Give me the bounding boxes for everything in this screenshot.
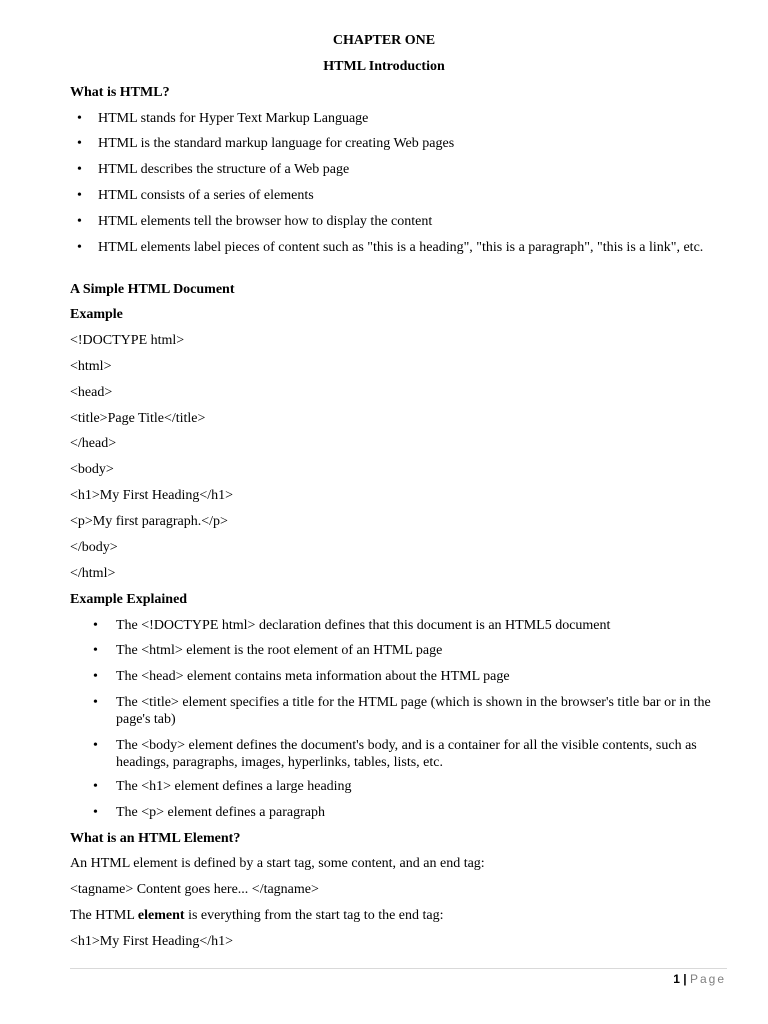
- bullet-icon: •: [77, 111, 82, 126]
- code-line: <p>My first paragraph.</p>: [70, 514, 228, 529]
- code-line: <h1>My First Heading</h1>: [70, 488, 234, 503]
- bullet-icon: •: [77, 214, 82, 229]
- page-footer: [673, 971, 726, 987]
- code-line: <head>: [70, 385, 113, 400]
- bullet-icon: •: [93, 643, 98, 658]
- list-item-text: HTML elements label pieces of content such as "this is a heading", "this is a paragraph", "this is a link", etc.: [98, 240, 704, 255]
- bullet-icon: •: [93, 669, 98, 684]
- section-heading-what-is-html: What is HTML?: [70, 85, 170, 100]
- code-line: </body>: [70, 540, 118, 555]
- bullet-icon: •: [93, 805, 98, 820]
- bullet-icon: •: [93, 695, 98, 710]
- list-item-text: HTML is the standard markup language for creating Web pages: [98, 136, 455, 151]
- list-item-text: HTML describes the structure of a Web page: [98, 162, 350, 177]
- example-label: Example: [70, 307, 123, 322]
- bullet-icon: •: [77, 188, 82, 203]
- bullet-icon: •: [77, 162, 82, 177]
- page-label: Page: [689, 972, 726, 986]
- code-line: <title>Page Title</title>: [70, 411, 206, 426]
- code-line: <html>: [70, 359, 112, 374]
- list-item-text: HTML consists of a series of elements: [98, 188, 314, 203]
- list-item-text: The <title> element specifies a title for the HTML page (which is shown in the browser's title bar or in the page's tab): [116, 695, 711, 727]
- code-line: </head>: [70, 436, 117, 451]
- code-line: <!DOCTYPE html>: [70, 333, 185, 348]
- section-heading-example-explained: Example Explained: [70, 592, 188, 607]
- paragraph-text: is everything from the start tag to the end tag:: [184, 908, 444, 923]
- code-line: <h1>My First Heading</h1>: [70, 934, 234, 949]
- chapter-subtitle: HTML Introduction: [323, 59, 445, 74]
- code-line: </html>: [70, 566, 116, 581]
- list-item-text: The <!DOCTYPE html> declaration defines that this document is an HTML5 document: [116, 618, 611, 633]
- list-item-text: The <p> element defines a paragraph: [116, 805, 325, 820]
- paragraph-element-scope: [70, 907, 444, 925]
- footer-divider: [70, 968, 727, 969]
- bullet-icon: •: [93, 618, 98, 633]
- list-item-text: The <h1> element defines a large heading: [116, 779, 352, 794]
- section-heading-html-element: What is an HTML Element?: [70, 831, 241, 846]
- bullet-icon: •: [93, 738, 98, 753]
- bullet-icon: •: [93, 779, 98, 794]
- list-item-text: The <head> element contains meta information about the HTML page: [116, 669, 510, 684]
- bold-term: element: [137, 908, 185, 923]
- bullet-icon: •: [77, 240, 82, 255]
- paragraph-element-definition: An HTML element is defined by a start tag, some content, and an end tag:: [70, 856, 485, 871]
- list-item-text: The <body> element defines the document's body, and is a container for all the visible contents, such as headings, paragraphs, images, hyperlinks, tables, lists, etc.: [116, 738, 697, 770]
- list-item-text: HTML elements tell the browser how to display the content: [98, 214, 433, 229]
- paragraph-text: The HTML: [70, 908, 138, 923]
- list-item-text: The <html> element is the root element of an HTML page: [116, 643, 443, 658]
- code-line: <tagname> Content goes here... </tagname>: [70, 882, 319, 897]
- list-item-text: HTML stands for Hyper Text Markup Language: [98, 111, 369, 126]
- footer-separator: |: [683, 972, 687, 986]
- section-heading-simple-document: A Simple HTML Document: [70, 282, 235, 297]
- page-number: 1: [673, 972, 680, 986]
- chapter-title: CHAPTER ONE: [332, 33, 436, 48]
- code-line: <body>: [70, 462, 114, 477]
- bullet-icon: •: [77, 136, 82, 151]
